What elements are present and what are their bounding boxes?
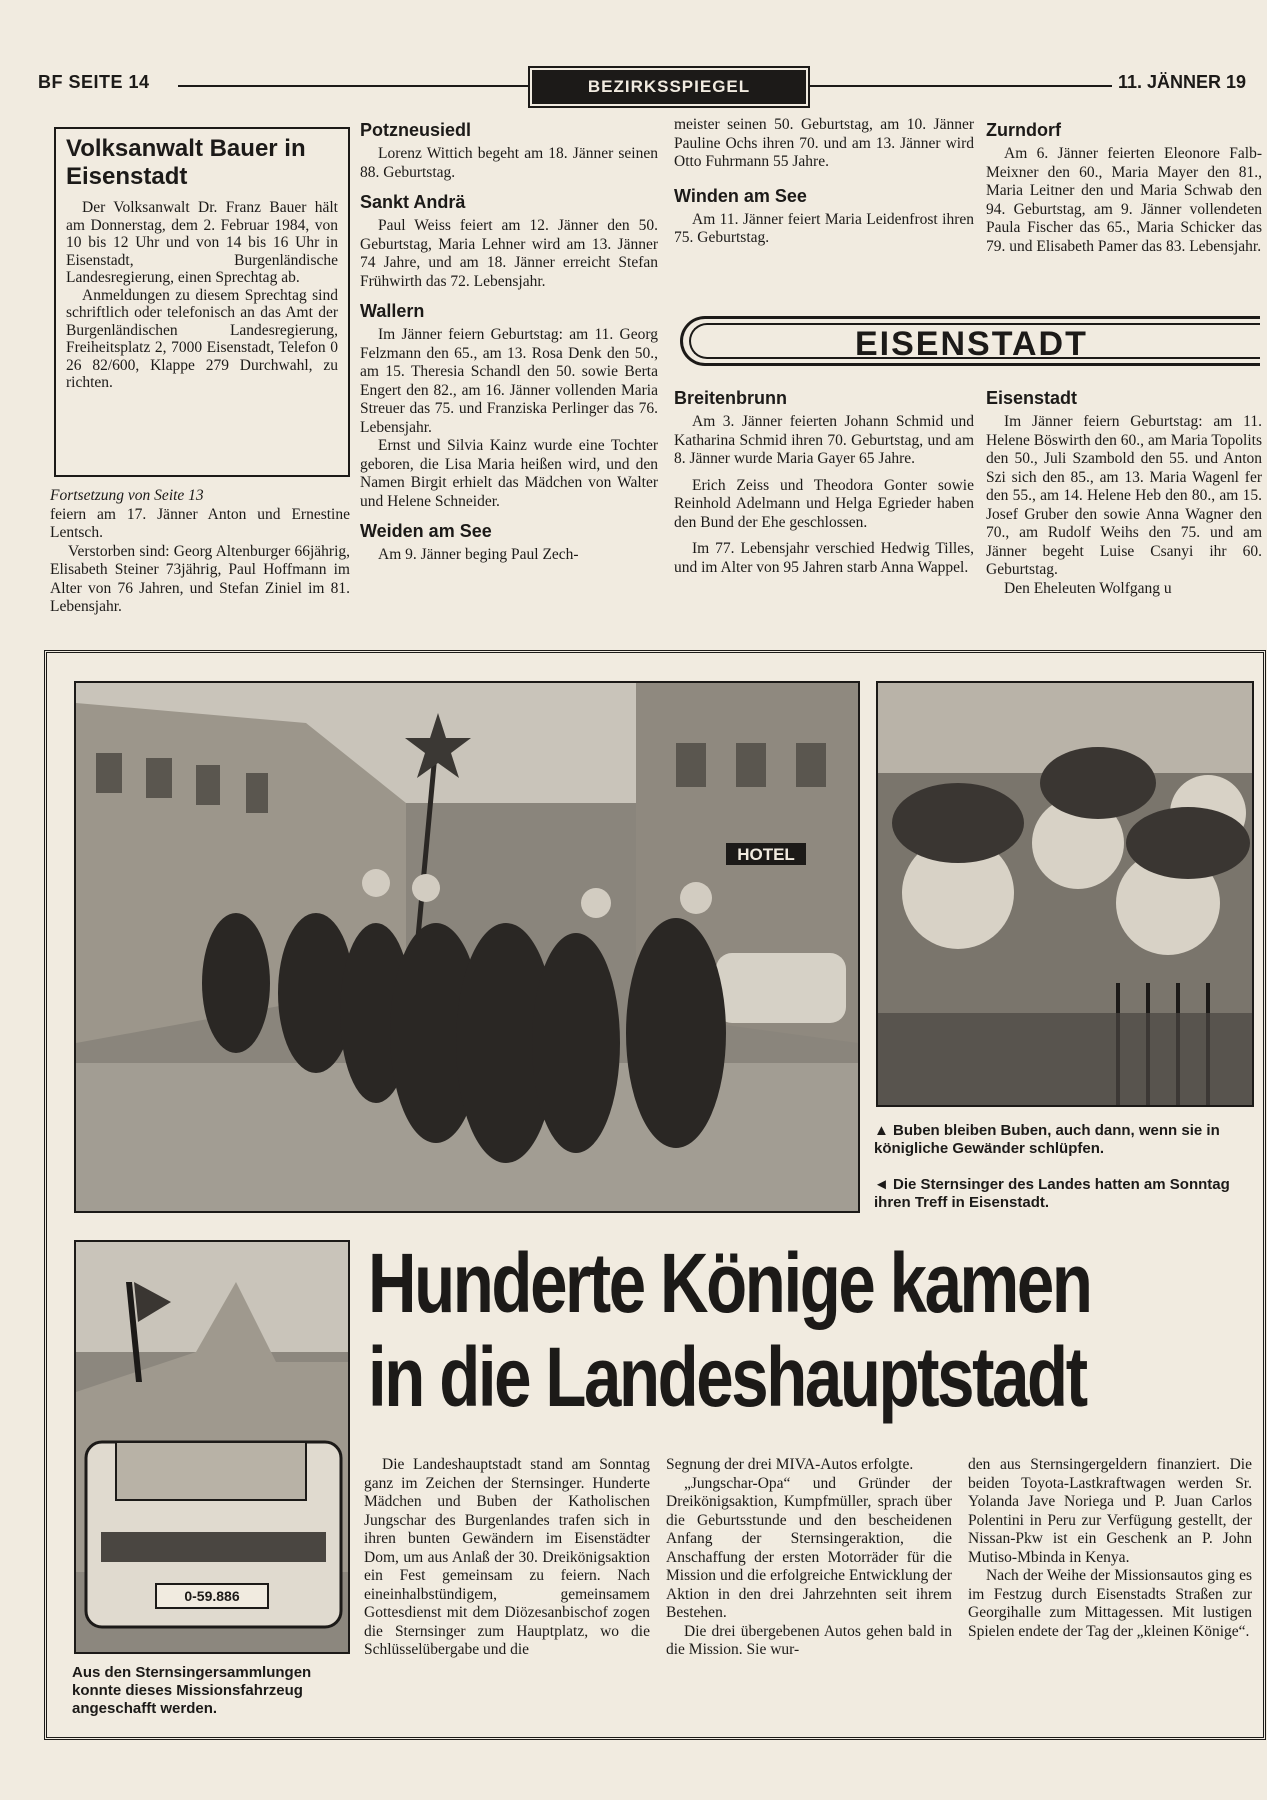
text-paragraph: Am 11. Jänner feiert Maria Leidenfrost ihren 75. Geburtstag. [674,210,974,246]
headline-line-2: in die Landeshauptstadt [368,1330,1086,1424]
page-number: BF SEITE 14 [38,72,150,92]
hotel-sign: HOTEL [737,845,795,864]
article-paragraph: Die Landeshauptstadt stand am Sonntag ganz im Zeichen der Sternsinger. Hunderte Mädchen und Buben der Katholischen Jungschar des Burgenlandes trafen sich in ihren bunten Gewändern im Eisenstädter Dom, um aus Anlaß der 30. Dreikönigsaktion ein Fest gemeinsam zu feiern. Nach eineinhalbstündigem, gemeinsamem Gottesdienst mit dem Diözesanbischof zogen die Sternsinger zum Hauptplatz, wo die Schlüsselübergabe und die [364,1456,650,1658]
article-column-2 [666,1456,952,1660]
column-1 [50,487,350,617]
caption-car: Aus den Sternsingersammlungen konnte dieses Missionsfahrzeug angeschafft werden. [72,1664,312,1717]
banner-title: EISENSTADT [855,325,1088,363]
notice-box [54,127,350,477]
place-heading: Sankt Andrä [360,192,466,212]
photo-car [74,1240,350,1654]
place-heading: Eisenstadt [986,388,1078,408]
header-rule-left [178,85,530,87]
procession-illustration [76,683,858,1211]
photo-procession [74,681,860,1213]
article-paragraph: Die drei übergebenen Autos gehen bald in die Mission. Sie wur- [666,1622,952,1658]
triangle-up-icon: ▲ [874,1122,889,1139]
column-4 [986,120,1262,256]
column-eisenstadt [986,388,1262,598]
caption-text: Die Sternsinger des Landes hatten am Sonntag ihren Treff in Eisenstadt. [874,1176,1230,1211]
text-paragraph: Den Eheleuten Wolfgang u [1004,579,1172,597]
caption-procession [874,1176,1254,1212]
car-illustration [76,1242,348,1652]
text-paragraph: Im Jänner feiern Geburtstag: am 11. Georg Felzmann den 65., am 13. Rosa Denk den 50., am 15. Theresia Schandl den 50. sowie Berta Engert den 82., am 16. Jänner vollenden Maria Streuer das 75. und Franziska Perlinger das 76. Lebensjahr. [360,326,658,436]
article-paragraph: den aus Sternsingergeldern finanziert. Die beiden Toyota-Lastkraftwagen werden Sr. Yolanda Jave Noriega und P. Juan Carlos Polentini in Peru zur Verfügung gestellt, der Nissan-Pkw ist ein Geschenk an P. John Mutiso-Mbinda in Kenya. [968,1456,1252,1566]
text-paragraph: Am 9. Jänner beging Paul Zech- [378,546,579,563]
header-rule-right [808,85,1112,87]
place-heading: Potzneusiedl [360,120,472,140]
text-paragraph: Im Jänner feiern Geburtstag: am 11. Helene Böswirth den 60., am Maria Topolits den 50., Juli Szambold den 55. und Anton Szi sich den 85., am 13. Maria Wagenl fer den 55., am 14. Helene Heb den 80., am 15. Josef Gruber den sowie Anna Wagner den 70., am Rudolf Weihs den 75. und am Jänner begeht Luise Csanyi ihr 60. Geburtstag. [986,413,1262,578]
place-heading: Weiden am See [360,521,492,541]
text-paragraph: feiern am 17. Jänner Anton und Ernestine Lentsch. [50,505,350,541]
place-heading: Zurndorf [986,120,1061,140]
article-paragraph: Segnung der drei MIVA-Autos erfolgte. [666,1456,914,1473]
notice-title: Volksanwalt Bauer in Eisenstadt [66,135,306,190]
caption-boys [874,1122,1254,1158]
headline-line-1: Hunderte Könige kamen [368,1236,1091,1330]
article-column-3 [968,1456,1252,1641]
place-heading: Breitenbrunn [674,388,788,408]
license-plate: 0-59.886 [184,1588,240,1604]
place-heading: Wallern [360,301,425,321]
column-3 [674,116,974,248]
text-paragraph: meister seinen 50. Geburtstag, am 10. Jänner Pauline Ochs ihren 70. und am 13. Jänner wird Otto Fuhrmann 55 Jahre. [674,116,974,170]
continuation-note: Fortsetzung von Seite 13 [50,487,204,504]
place-heading: Winden am See [674,185,807,206]
text-paragraph: Am 6. Jänner feierten Eleonore Falb-Meixner den 60., Maria Mayer den 81., Maria Leitner den und Maria Schwab den 94. Geburtstag, am 9. Jänner vollendeten Paula Fischer das 65., Maria Schicker das 79. und Elisabeth Pamer das 83. Lebensjahr. [986,145,1262,255]
eisenstadt-banner [680,316,1260,366]
column-breitenbrunn [674,388,974,577]
text-paragraph: Lorenz Wittich begeht am 18. Jänner seinen 88. Geburtstag. [360,145,658,181]
text-paragraph: Ernst und Silvia Kainz wurde eine Tochter geboren, die Lisa Maria heißen wird, und den Namen Birgit erhielt das Mädchen von Walter und Helene Schneider. [360,437,658,510]
headline [368,1236,1091,1424]
notice-paragraph: Der Volksanwalt Dr. Franz Bauer hält am Donnerstag, dem 2. Februar 1984, von 10 bis 12 Uhr und von 14 bis 16 Uhr in Eisenstadt, Burgenländische Landesregierung, einen Sprechtag ab. [66,199,338,286]
article-paragraph: Nach der Weihe der Missionsautos ging es im Festzug durch Eisenstadts Straßen zur Georgihalle zum Mittagessen. Mit lustigen Spielen endete der Tag der „kleinen Könige“. [968,1567,1252,1640]
boys-illustration [878,683,1252,1105]
photo-boys [876,681,1254,1107]
issue-date: 11. JÄNNER 19 [1118,72,1247,92]
article-paragraph: „Jungschar-Opa“ und Gründer der Dreikönigsaktion, Kumpfmüller, sprach über die Geburtsstunde und den bescheidenen Anfang der Sternsingeraktion, die Anschaffung der ersten Motorräder für die Mission und die erfolgreiche Entwicklung der Aktion in den drei Jahrzehnten seit ihrem Bestehen. [666,1474,952,1621]
column-2 [360,120,658,565]
caption-text: Buben bleiben Buben, auch dann, wenn sie in königliche Gewänder schlüpfen. [874,1122,1220,1157]
text-paragraph: Paul Weiss feiert am 12. Jänner den 50. Geburtstag, Maria Lehner wird am 13. Jänner 74 Jahre, und am 18. Jänner erreicht Stefan Frühwirth das 72. Lebensjahr. [360,217,658,290]
text-paragraph: Erich Zeiss und Theodora Gonter sowie Reinhold Adelmann und Helga Egrieder haben den Bund der Ehe geschlossen. [674,476,974,531]
triangle-left-icon: ◄ [874,1176,889,1193]
text-paragraph: Im 77. Lebensjahr verschied Hedwig Tilles, und im Alter von 95 Jahren starb Anna Wappel. [674,540,974,576]
text-paragraph: Am 3. Jänner feierten Johann Schmid und Katharina Schmid ihren 70. Geburtstag, und am 8. Jänner wurde Maria Gayer 65 Jahre. [674,413,974,467]
text-paragraph: Verstorben sind: Georg Altenburger 66jährig, Elisabeth Steiner 73jährig, Paul Hoffmann im Alter von 76 Jahren, und Stefan Ziniel im 81. Lebensjahr. [50,542,350,615]
section-title: BEZIRKSSPIEGEL [532,70,806,104]
notice-paragraph: Anmeldungen zu diesem Sprechtag sind schriftlich oder telefonisch an das Amt der Burgenländischen Landesregierung, Freiheitsplatz 2, 7000 Eisenstadt, Telefon 0 26 82/600, Klappe 279 Durchwahl, zu richten. [66,286,338,391]
article-column-1 [364,1456,650,1660]
